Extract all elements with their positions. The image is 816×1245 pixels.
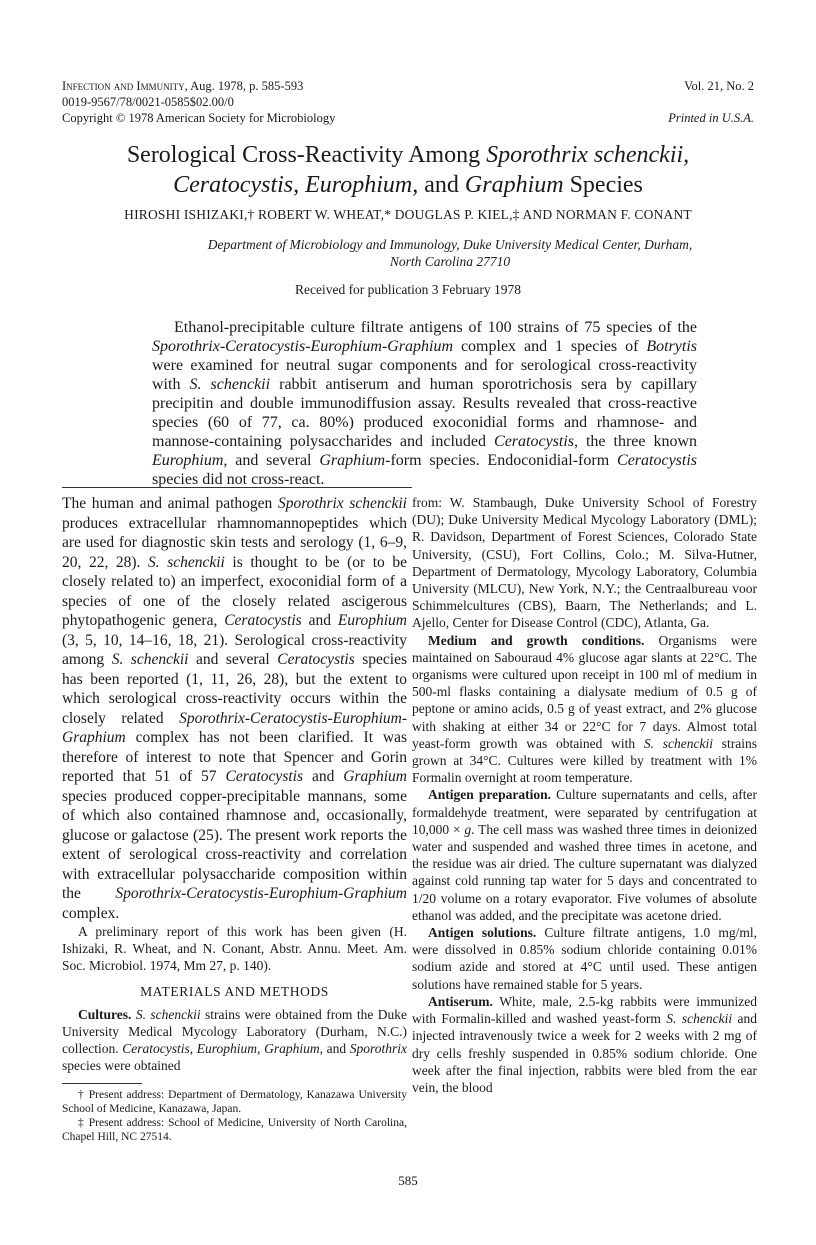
journal-name: Infection and Immunity [62, 79, 185, 93]
footnote-divider [62, 1083, 142, 1084]
antigen-solutions-paragraph: Antigen solutions. Culture filtrate antigens, 1.0 mg/ml, were dissolved in 0.85% sodium chloride containing 0.01% sodium azide and stored at 4°C until used. These antigen solutions have remained stable for 5 years. [412, 925, 757, 992]
left-column [62, 494, 407, 1144]
article-title [40, 140, 776, 200]
paragraph-label: Antigen solutions. [428, 925, 537, 941]
volume: Vol. 21, No. 2 [684, 79, 754, 93]
title-italic: Ceratocystis, Europhium, [173, 172, 419, 198]
affiliation [200, 236, 700, 270]
journal-citation [62, 78, 482, 94]
printed-in: Printed in U.S.A. [668, 111, 754, 125]
title-part: Species [563, 172, 643, 198]
paragraph-label: Antigen preparation. [428, 787, 552, 803]
affiliation-line: Department of Microbiology and Immunology, Duke University Medical Center, Durham, [207, 237, 693, 252]
title-part: and [418, 172, 465, 198]
title-italic: Graphium [464, 172, 564, 198]
page-number: 585 [398, 1173, 418, 1188]
running-header-right [668, 78, 754, 126]
copyright: Copyright © 1978 American Society for Microbiology [62, 111, 336, 125]
title-italic: Sporothrix schenckii, [486, 142, 690, 168]
antiserum-paragraph: Antiserum. White, male, 2.5-kg rabbits were immunized with Formalin-killed and washed yeast-form S. schenckii and injected intravenously twice a week for 2 weeks with 2 mg of dry cells freshly suspended in 0.85% sodium chloride. One week after the final injection, rabbits were bled from the ear vein, the blood [412, 993, 757, 1095]
sources-paragraph: from: W. Stambaugh, Duke University School of Forestry (DU); Duke University Medical Mycology Laboratory (DML); R. Davidson, Department of Forest Sciences, Colorado State University, (CSU), Fort Collins, Colo.; M. Silva-Hutner, Department of Dermatology, Mycology Laboratory, Columbia University (MLCU), New York, N.Y.; the Centraalbureau voor Schimmelcultures (CBS), Baarn, The Netherlands; and L. Ajello, Center for Disease Control (CDC), Atlanta, Ga. [412, 495, 757, 631]
medium-paragraph: Medium and growth conditions. Organisms were maintained on Sabouraud 4% glucose agar slants at 22°C. The organisms were cultured upon receipt in 100 ml of medium in 500-ml flasks containing a dialysate medium of 0.5 g of peptone or amino acids, 0.5 g of yeast extract, and 2% glucose with shaking at either 34 or 22°C for 7 days. Almost total yeast-form growth was obtained with S. schenckii strains grown at 34°C. Cultures were killed by treatment with 1% Formalin overnight at room temperature. [412, 632, 758, 786]
right-column [412, 494, 757, 1096]
section-divider [62, 487, 412, 488]
preliminary-report: A preliminary report of this work has been given (H. Ishizaki, R. Wheat, and N. Conant, Abstr. Annu. Meet. Am. Soc. Microbiol. 1974, Mm 27, p. 140). [62, 924, 407, 974]
authors: HIROSHI ISHIZAKI,† ROBERT W. WHEAT,* DOUGLAS P. KIEL,‡ AND NORMAN F. CONANT [124, 207, 692, 222]
footnote: † Present address: Department of Dermatology, Kanazawa University School of Medicine, Kanazawa, Japan. [62, 1088, 407, 1115]
paragraph-label: Antiserum. [428, 993, 493, 1009]
cultures-paragraph: Cultures. S. schenckii strains were obtained from the Duke University Medical Mycology Laboratory (Durham, N.C.) collection. Ceratocystis, Europhium, Graphium, and Sporothrix species were obtained [62, 1006, 408, 1074]
section-heading: MATERIALS AND METHODS [140, 983, 329, 999]
antigen-preparation-paragraph: Antigen preparation. Culture supernatants and cells, after formaldehyde treatment, were separated by centrifugation at 10,000 × g. The cell mass was washed three times in deionized water and suspended and washed three times in acetone, and the residue was air dried. The culture supernatant was dialyzed against cold running tap water for 5 days and concentrated to 1/20 volume on a rotary evaporator. Five volumes of absolute ethanol was added, and the precipitate was acetone dried. [412, 787, 757, 923]
title-part: Serological Cross-Reactivity Among [126, 142, 487, 168]
affiliation-line: North Carolina 27710 [389, 254, 511, 269]
paragraph-label: Cultures. [78, 1006, 132, 1022]
received-date: Received for publication 3 February 1978 [294, 282, 522, 297]
footnote: ‡ Present address: School of Medicine, University of North Carolina, Chapel Hill, NC 27514. [62, 1116, 407, 1143]
intro-paragraph: The human and animal pathogen Sporothrix schenckii produces extracellular rhamnomannopeptides which are used for diagnostic skin tests and serology (1, 6–9, 20, 22, 28). S. schenckii is thought to be (or to be closely related to) an imperfect, exoconidial form of a species of one of the closely related ascigerous phytopathogenic genera, Ceratocystis and Europhium (3, 5, 10, 14–16, 18, 21). Serological cross-reactivity among S. schenckii and several Ceratocystis species has been reported (1, 11, 26, 28), but the extent to which serological cross-reactivity occurs within the closely related Sporothrix-Ceratocystis-Europhium-Graphium complex has not been clarified. It was therefore of interest to note that Spencer and Gorin reported that 51 of 57 Ceratocystis and Graphium species produced copper-precipitable mannans, some of which also contained rhamnose and, occasionally, glucose or galactose (25). The present work reports the extent of serological cross-reactivity and correlation with extracellular polysaccharide composition within the Sporothrix-Ceratocystis-Europhium-Graphium complex. [62, 495, 408, 922]
paragraph-label: Medium and growth conditions. [428, 632, 645, 648]
running-header-left [62, 78, 482, 126]
abstract: Ethanol-precipitable culture filtrate antigens of 100 strains of 75 species of the Sporothrix-Ceratocystis-Europhium-Graphium complex and 1 species of Botrytis were examined for neutral sugar components and for serological cross-reactivity with S. schenckii rabbit antiserum and human sporotrichosis sera by capillary precipitin and double immunodiffusion assay. Results revealed that cross-reactive species (60 of 77, ca. 80%) produced exoconidial forms and rhamnose- and mannose-containing polysaccharides and included Ceratocystis, the three known Europhium, and several Graphium-form species. Endoconidial-form Ceratocystis species did not cross-react. [152, 319, 698, 488]
issue-date-pages: , Aug. 1978, p. 585-593 [184, 79, 304, 93]
article-code: 0019-9567/78/0021-0585$02.00/0 [62, 95, 234, 109]
